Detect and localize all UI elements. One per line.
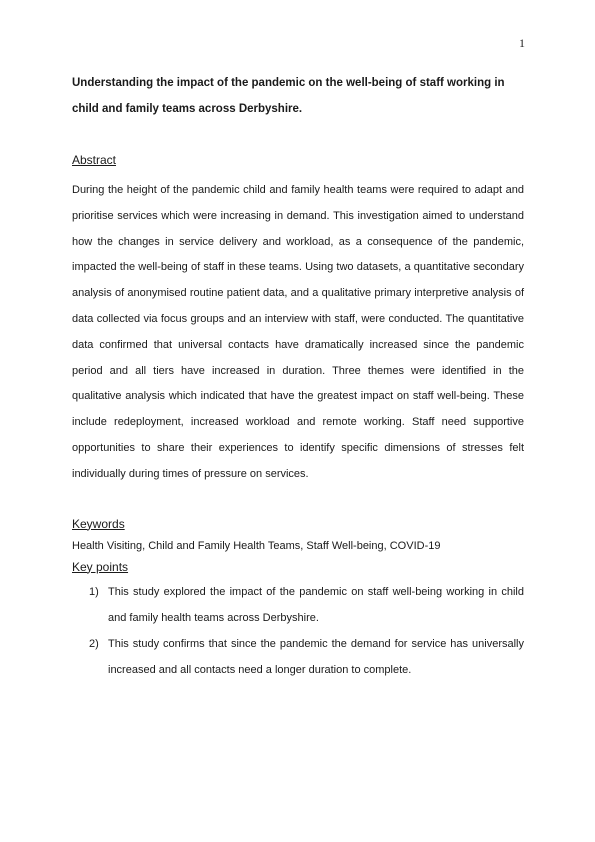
key-point-text: This study confirms that since the pandemic the demand for service has universally increased and all contacts need a longer duration to complete. bbox=[108, 637, 524, 676]
page-number: 1 bbox=[519, 36, 525, 50]
page-content bbox=[72, 70, 524, 683]
abstract-text: During the height of the pandemic child and family health teams were required to adapt and prioritise services which were increasing in demand. This investigation aimed to understand how the changes in service delivery and workload, as a consequence of the pandemic, impacted the well-being of staff in these teams. Using two datasets, a quantitative secondary analysis of anonymised routine patient data, and a qualitative primary interpretive analysis of data collected via focus groups and an interview with staff, were conducted. The quantitative data confirmed that universal contacts have dramatically increased since the pandemic period and all tiers have increased in duration. Three themes were identified in the qualitative analysis which indicated that have the greatest impact on staff well-being. These include redeployment, increased workload and remote working. Staff need supportive opportunities to share their experiences to identify specific dimensions of stresses felt individually during times of pressure on services. bbox=[72, 184, 524, 480]
key-point-text: This study explored the impact of the pandemic on staff well-being working in child and family health teams across Derbyshire. bbox=[108, 585, 524, 624]
abstract-heading: Abstract bbox=[72, 153, 117, 167]
key-point-number: 2) bbox=[89, 637, 99, 650]
key-point-item bbox=[72, 579, 524, 631]
key-point-item bbox=[72, 631, 524, 683]
keywords-text: Health Visiting, Child and Family Health Teams, Staff Well-being, COVID-19 bbox=[72, 539, 441, 552]
key-point-number: 1) bbox=[89, 585, 99, 598]
keywords-heading: Keywords bbox=[72, 516, 125, 531]
document-title: Understanding the impact of the pandemic on the well-being of staff working in child and family teams across Derbyshire. bbox=[72, 77, 505, 115]
key-points-heading: Key points bbox=[72, 559, 129, 574]
key-points-list bbox=[72, 579, 524, 683]
